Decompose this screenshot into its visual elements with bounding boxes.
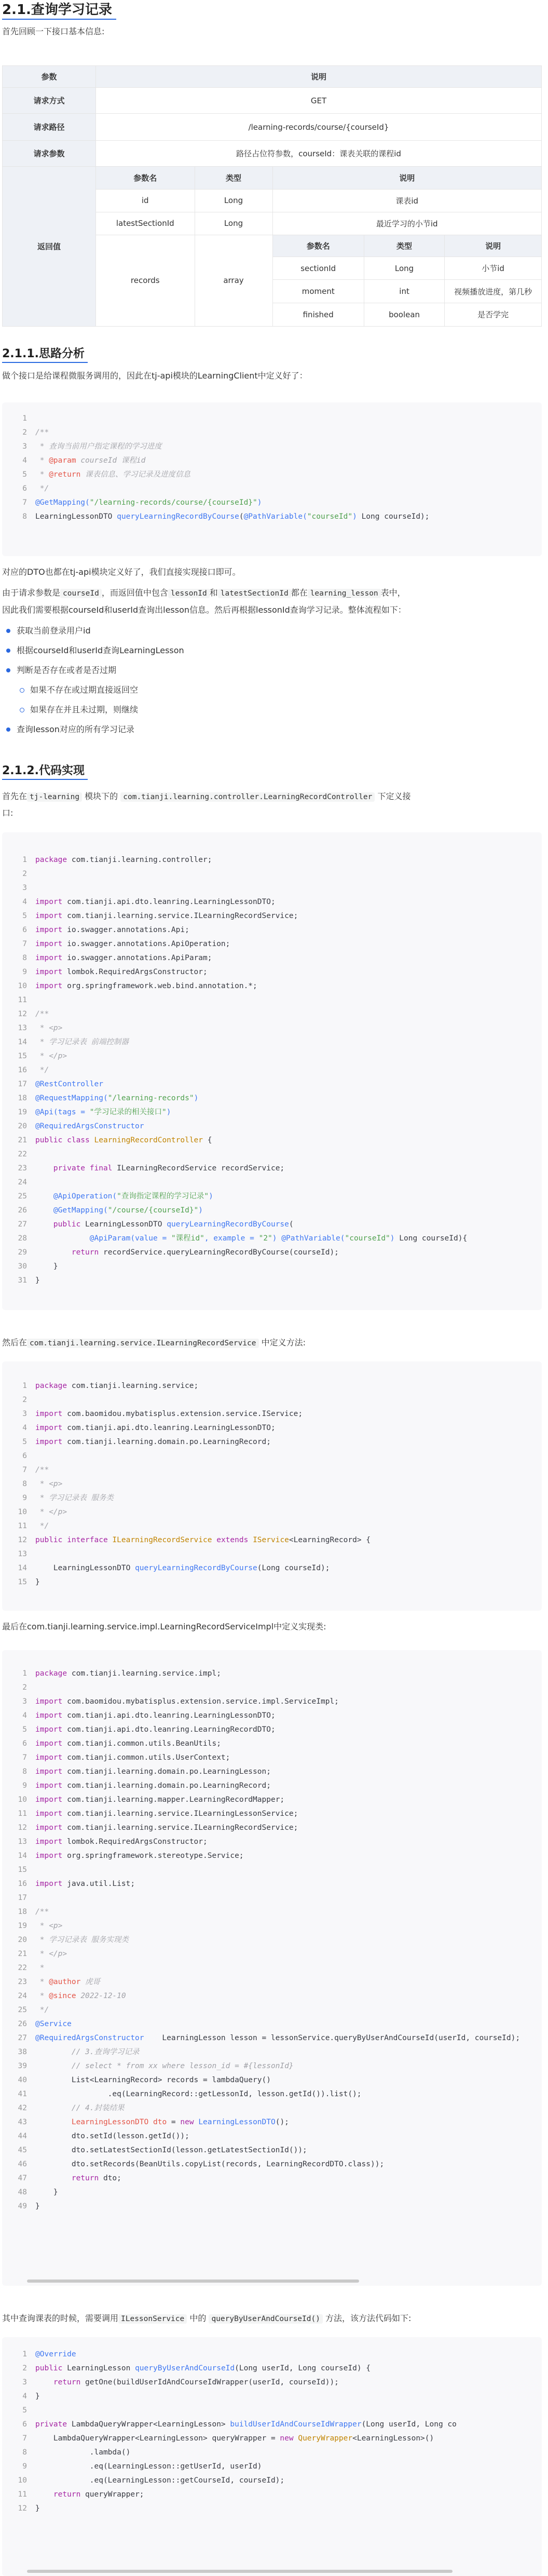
return-table bbox=[96, 167, 541, 326]
section-title: 2.1.查询学习记录 bbox=[2, 0, 116, 20]
sub-cell: moment bbox=[273, 280, 364, 303]
sub-cell: int bbox=[364, 280, 444, 303]
ret-cell: Long bbox=[195, 189, 272, 212]
code-p1: 首先在 tj-learning 模块下的 com.tianji.learning.controller.LearningRecordController 下定义接 bbox=[2, 791, 411, 801]
method-label: 请求方式 bbox=[3, 88, 96, 114]
sub-cell: 是否学完 bbox=[445, 303, 541, 326]
ret-head-desc: 说明 bbox=[272, 167, 541, 189]
sub-head-type: 类型 bbox=[364, 235, 444, 257]
params-label: 请求参数 bbox=[3, 141, 96, 167]
table-head-param: 参数 bbox=[3, 66, 96, 88]
sub-head-desc: 说明 bbox=[445, 235, 541, 257]
code-block-controller: 1 package com.tianji.learning.controller; 2 3 4 import com.tianji.api.dto.leanring.LearningLessonDTO; 5 import com.tianji.learning.service.ILearningRecordService; 6 import io.swagger.annotations.Api; 7 import io.swagger.annotations.ApiOperation; 8 import io.swagger.annotations.ApiParam; 9 import lombok.RequiredArgsConstructor; 10 import org.springframework.web.bind.annotation.*; 11 12 /** 13 * <p> 14 * 学习记录表 前端控制器 15 * </p> 16 */ 17 @RestController 18 @RequestMapping("/learning-records") 19 @Api(tags = "学习记录的相关接口") 20 @RequiredArgsConstructor 21 public class LearningRecordController { 22 23 private final ILearningRecordService recordService; 24 25 @ApiOperation("查询指定课程的学习记录") 26 @GetMapping("/course/{courseId}") 27 public LearningLessonDTO queryLearningRecordByCourse( 28 @ApiParam(value = "课程id", example = "2") @PathVariable("courseId") Long courseId){ 29 return recordService.queryLearningRecordByCourse(courseId); 30 } 31 } bbox=[2, 832, 542, 1310]
ret-cell: 课表id bbox=[272, 189, 541, 212]
sub-cell: finished bbox=[273, 303, 364, 326]
code-p1-line2: 口: bbox=[2, 807, 13, 818]
sub-cell: sectionId bbox=[273, 257, 364, 280]
code-block-service-impl: 1 package com.tianji.learning.service.impl; 2 3 import com.baomidou.mybatisplus.extension.service.impl.ServiceImpl; 4 import com.tianji.api.dto.leanring.LearningLessonDTO; 5 import com.tianji.api.dto.leanring.LearningRecordDTO; 6 import com.tianji.common.utils.BeanUtils; 7 import com.tianji.common.utils.UserContext; 8 import com.tianji.learning.domain.po.LearningLesson; 9 import com.tianji.learning.domain.po.LearningRecord; 10 import com.tianji.learning.mapper.LearningRecordMapper; 11 import com.tianji.learning.service.ILearningLessonService; 12 import com.tianji.learning.service.ILearningRecordService; 13 import lombok.RequiredArgsConstructor; 14 import org.springframework.stereotype.Service; 15 16 import java.util.List; 17 18 /** 19 * <p> 20 * 学习记录表 服务实现类 21 * </p> 22 * 23 * @author 虎哥 24 * @since 2022-12-10 25 */ 26 @Service 27 @RequiredArgsConstructor LearningLesson lesson = lessonService.queryByUserAndCourseId(userId, courseId); 38 // 3.查询学习记录 39 // select * from xx where lesson_id = #{lessonId} 40 List<LearningRecord> records = lambdaQuery() 41 .eq(LearningRecord::getLessonId, lesson.getId()).list(); 42 // 4.封装结果 43 LearningLessonDTO dto = new LearningLessonDTO(); 44 dto.setId(lesson.getId()); 45 dto.setLatestSectionId(lesson.getLatestSectionId()); 46 dto.setRecords(BeanUtils.copyList(records, LearningRecordDTO.class)); 47 return dto; 48 } 49 } bbox=[2, 1650, 542, 2286]
api-info-table bbox=[2, 65, 542, 327]
code-block-lesson-service: 1 @Override 2 public LearningLesson queryByUserAndCourseId(Long userId, Long courseId) { 3 return getOne(buildUserIdAndCourseIdWrapper(userId, courseId)); 4 } 5 6 private LambdaQueryWrapper<LearningLesson> buildUserIdAndCourseIdWrapper(Long userId, Long co 7 LambdaQueryWrapper<LearningLesson> queryWrapper = new QueryWrapper<LearningLesson>() 8 .lambda() 9 .eq(LearningLesson::getUserId, userId) 10 .eq(LearningLesson::getCourseId, courseId); 11 return queryWrapper; 12 } bbox=[2, 2337, 542, 2576]
records-name: records bbox=[96, 235, 195, 326]
analysis-p2: 对应的DTO也都在tj-api模块定义好了，我们直接实现接口即可。 bbox=[2, 567, 241, 577]
sub-cell: 视频播放进度，第几秒 bbox=[445, 280, 541, 303]
analysis-p3-line2: 因此我们需要根据courseId和userId查询出lesson信息。然后再根据lessonId查询学习记录。整体流程如下： bbox=[2, 604, 406, 615]
code-p2: 然后在 com.tianji.learning.service.ILearningRecordService 中定义方法: bbox=[2, 1337, 306, 1347]
return-label: 返回值 bbox=[3, 167, 96, 327]
ret-cell: latestSectionId bbox=[96, 212, 195, 235]
analysis-p3: 由于请求参数是 courseId ，而返回值中包含 lessonId 和 latestSectionId 都在 learning_lesson 表中， bbox=[2, 587, 406, 598]
params-value: 路径占位符参数，courseId：课表关联的课程id bbox=[96, 141, 542, 167]
analysis-p1: 做个接口是给课程微服务调用的，因此在tj-api模块的LearningClient中定义好了： bbox=[2, 370, 308, 381]
ret-cell: 最近学习的小节id bbox=[272, 212, 541, 235]
list-item: 根据courseId和userId查询LearningLesson bbox=[2, 641, 545, 660]
sub-cell: boolean bbox=[364, 303, 444, 326]
ret-head-name: 参数名 bbox=[96, 167, 195, 189]
intro-text: 首先回顾一下接口基本信息: bbox=[2, 26, 105, 36]
ret-cell: Long bbox=[195, 212, 272, 235]
code-scrollbar[interactable] bbox=[27, 2570, 453, 2573]
method-value: GET bbox=[96, 88, 542, 114]
code-block-service: 1 package com.tianji.learning.service; 2 3 import com.baomidou.mybatisplus.extension.service.IService; 4 import com.tianji.api.dto.leanring.LearningLessonDTO; 5 import com.tianji.learning.domain.po.LearningRecord; 6 7 /** 8 * <p> 9 * 学习记录表 服务类 10 * </p> 11 */ 12 public interface ILearningRecordService extends IService<LearningRecord> { 13 14 LearningLessonDTO queryLearningRecordByCourse(Long courseId); 15 } bbox=[2, 1361, 542, 1611]
code-heading: 2.1.2.代码实现 bbox=[2, 763, 88, 780]
records-sub-table bbox=[273, 235, 542, 326]
code-p3: 最后在com.tianji.learning.service.impl.LearningRecordServiceImpl中定义实现类: bbox=[2, 1621, 326, 1631]
analysis-heading: 2.1.1.思路分析 bbox=[2, 346, 88, 363]
code-scrollbar[interactable] bbox=[27, 2280, 359, 2283]
sub-cell: 小节id bbox=[445, 257, 541, 280]
records-type: array bbox=[195, 235, 272, 326]
list-item: 如果存在并且未过期，则继续 bbox=[2, 700, 545, 720]
list-item: 如果不存在或过期直接返回空 bbox=[2, 680, 545, 700]
ret-head-type: 类型 bbox=[195, 167, 272, 189]
path-value: /learning-records/course/{courseId} bbox=[96, 114, 542, 141]
sub-head-name: 参数名 bbox=[273, 235, 364, 257]
list-item: 查询lesson对应的所有学习记录 bbox=[2, 720, 545, 739]
ret-cell: id bbox=[96, 189, 195, 212]
list-item: 判断是否存在或者是否过期 bbox=[2, 660, 545, 680]
code-block-client: 1 2 /** 3 * 查询当前用户指定课程的学习进度 4 * @param courseId 课程id 5 * @return 课表信息、学习记录及进度信息 6 */ 7 @GetMapping("/learning-records/course/{courseId}") 8 LearningLessonDTO queryLearningRecordByCourse(@PathVariable("courseId") Long courseId); bbox=[2, 402, 542, 556]
path-label: 请求路径 bbox=[3, 114, 96, 141]
flow-steps bbox=[2, 621, 545, 739]
sub-cell: Long bbox=[364, 257, 444, 280]
table-head-desc: 说明 bbox=[96, 66, 542, 88]
code-p4: 其中查询课表的时候，需要调用 ILessonService 中的 queryByUserAndCourseId() 方法，该方法代码如下: bbox=[2, 2313, 412, 2323]
list-item: 获取当前登录用户id bbox=[2, 621, 545, 641]
